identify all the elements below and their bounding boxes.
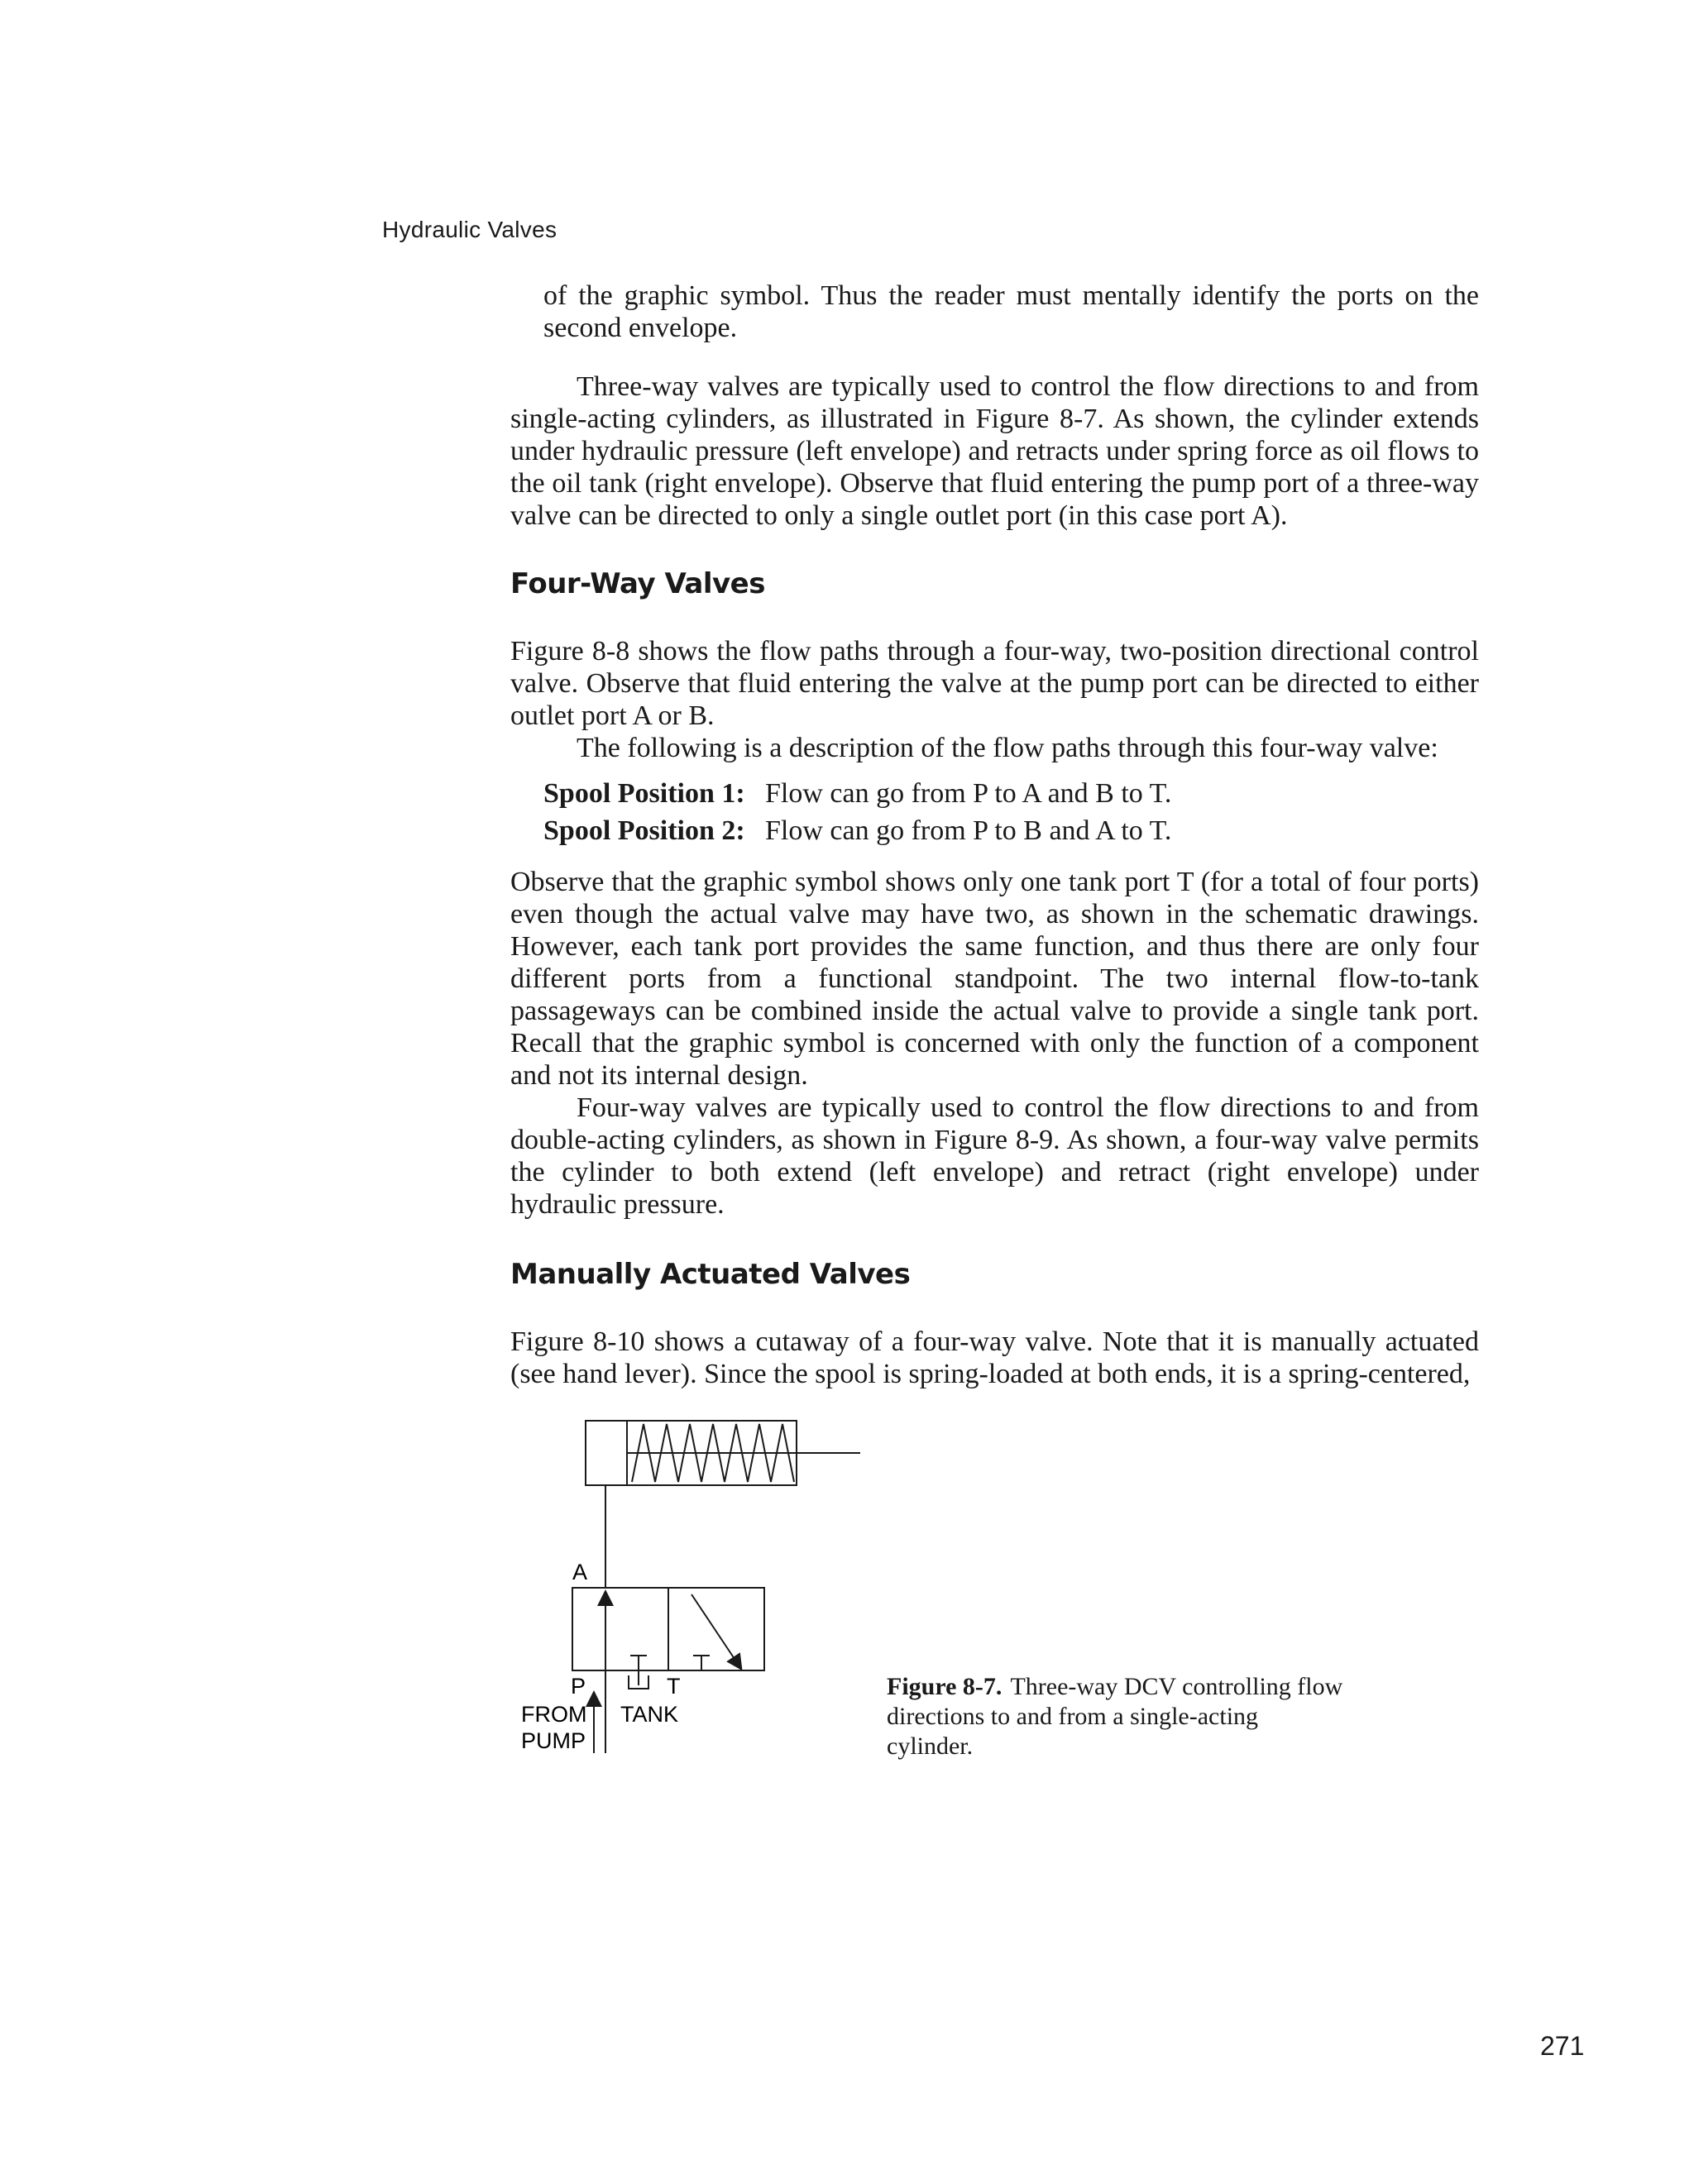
paragraph-tank-port: Observe that the graphic symbol shows only one tank port T (for a total of four ports) even though the actual valve may have two, as shown in the schematic drawings. However, each tank port provides the same function, and thus there are only four different ports from a functional standpoint. The two internal flow-to-tank passageways can be combined inside the actual valve to provide a single tank port. Recall that the graphic symbol is concerned with only the function of a component and not its internal design. <box>510 867 1479 1091</box>
label-tank: TANK <box>620 1702 679 1727</box>
spool-position-2-label: Spool Position 2: <box>543 815 745 846</box>
paragraph-four-way-intro: Figure 8-8 shows the flow paths through a four-way, two-position directional control valve. Observe that fluid entering the valve at the pump port can be directed to either outlet port A or B. <box>510 636 1479 731</box>
heading-four-way-valves: Four-Way Valves <box>510 567 765 600</box>
right-envelope-flow-arrow <box>691 1594 738 1664</box>
spool-position-1-text: Flow can go from P to A and B to T. <box>765 778 1172 809</box>
label-from: FROM <box>521 1702 587 1727</box>
spool-position-2-text: Flow can go from P to B and A to T. <box>765 815 1172 846</box>
label-port-p: P <box>571 1674 586 1699</box>
figure-caption <box>887 1672 1350 1761</box>
figure-caption-text: Three-way DCV controlling flow directions to and from a single-acting cylinder. <box>887 1673 1343 1760</box>
figure-8-7-diagram <box>513 1406 893 1770</box>
spool-position-2 <box>543 815 1171 847</box>
label-port-a: A <box>572 1560 588 1584</box>
valve-right-envelope <box>668 1588 764 1670</box>
label-port-t: T <box>667 1674 681 1699</box>
label-pump: PUMP <box>521 1728 586 1753</box>
three-way-dcv-schematic <box>513 1406 893 1770</box>
paragraph-continuation: of the graphic symbol. Thus the reader must mentally identify the ports on the second envelope. <box>543 280 1479 343</box>
paragraph-flow-description-lead: The following is a description of the flow paths through this four-way valve: <box>577 733 1438 763</box>
valve-left-envelope <box>572 1588 668 1670</box>
running-head: Hydraulic Valves <box>382 217 557 242</box>
paragraph-four-way-usage: Four-way valves are typically used to control the flow directions to and from double-acting cylinders, as shown in Figure 8-9. As shown, a four-way valve permits the cylinder to both extend (left envelope) and retract (right envelope) under hydraulic pressure. <box>510 1092 1479 1220</box>
spool-position-1-label: Spool Position 1: <box>543 778 745 809</box>
heading-manually-actuated-valves: Manually Actuated Valves <box>510 1258 911 1291</box>
spool-position-1 <box>543 778 1171 810</box>
paragraph-manual-valves: Figure 8-10 shows a cutaway of a four-way valve. Note that it is manually actuated (see hand lever). Since the spool is spring-loaded at both ends, it is a spring-centered, <box>510 1326 1479 1389</box>
page-number: 271 <box>1540 2031 1585 2061</box>
figure-caption-label: Figure 8-7. <box>887 1673 1003 1700</box>
paragraph-three-way-usage: Three-way valves are typically used to control the flow directions to and from single-acting cylinders, as illustrated in Figure 8-7. As shown, the cylinder extends under hydraulic pressure (left envelope) and retracts under spring force as oil flows to the oil tank (right envelope). Observe that fluid entering the pump port of a three-way valve can be directed to only a single outlet port (in this case port A). <box>510 371 1479 531</box>
